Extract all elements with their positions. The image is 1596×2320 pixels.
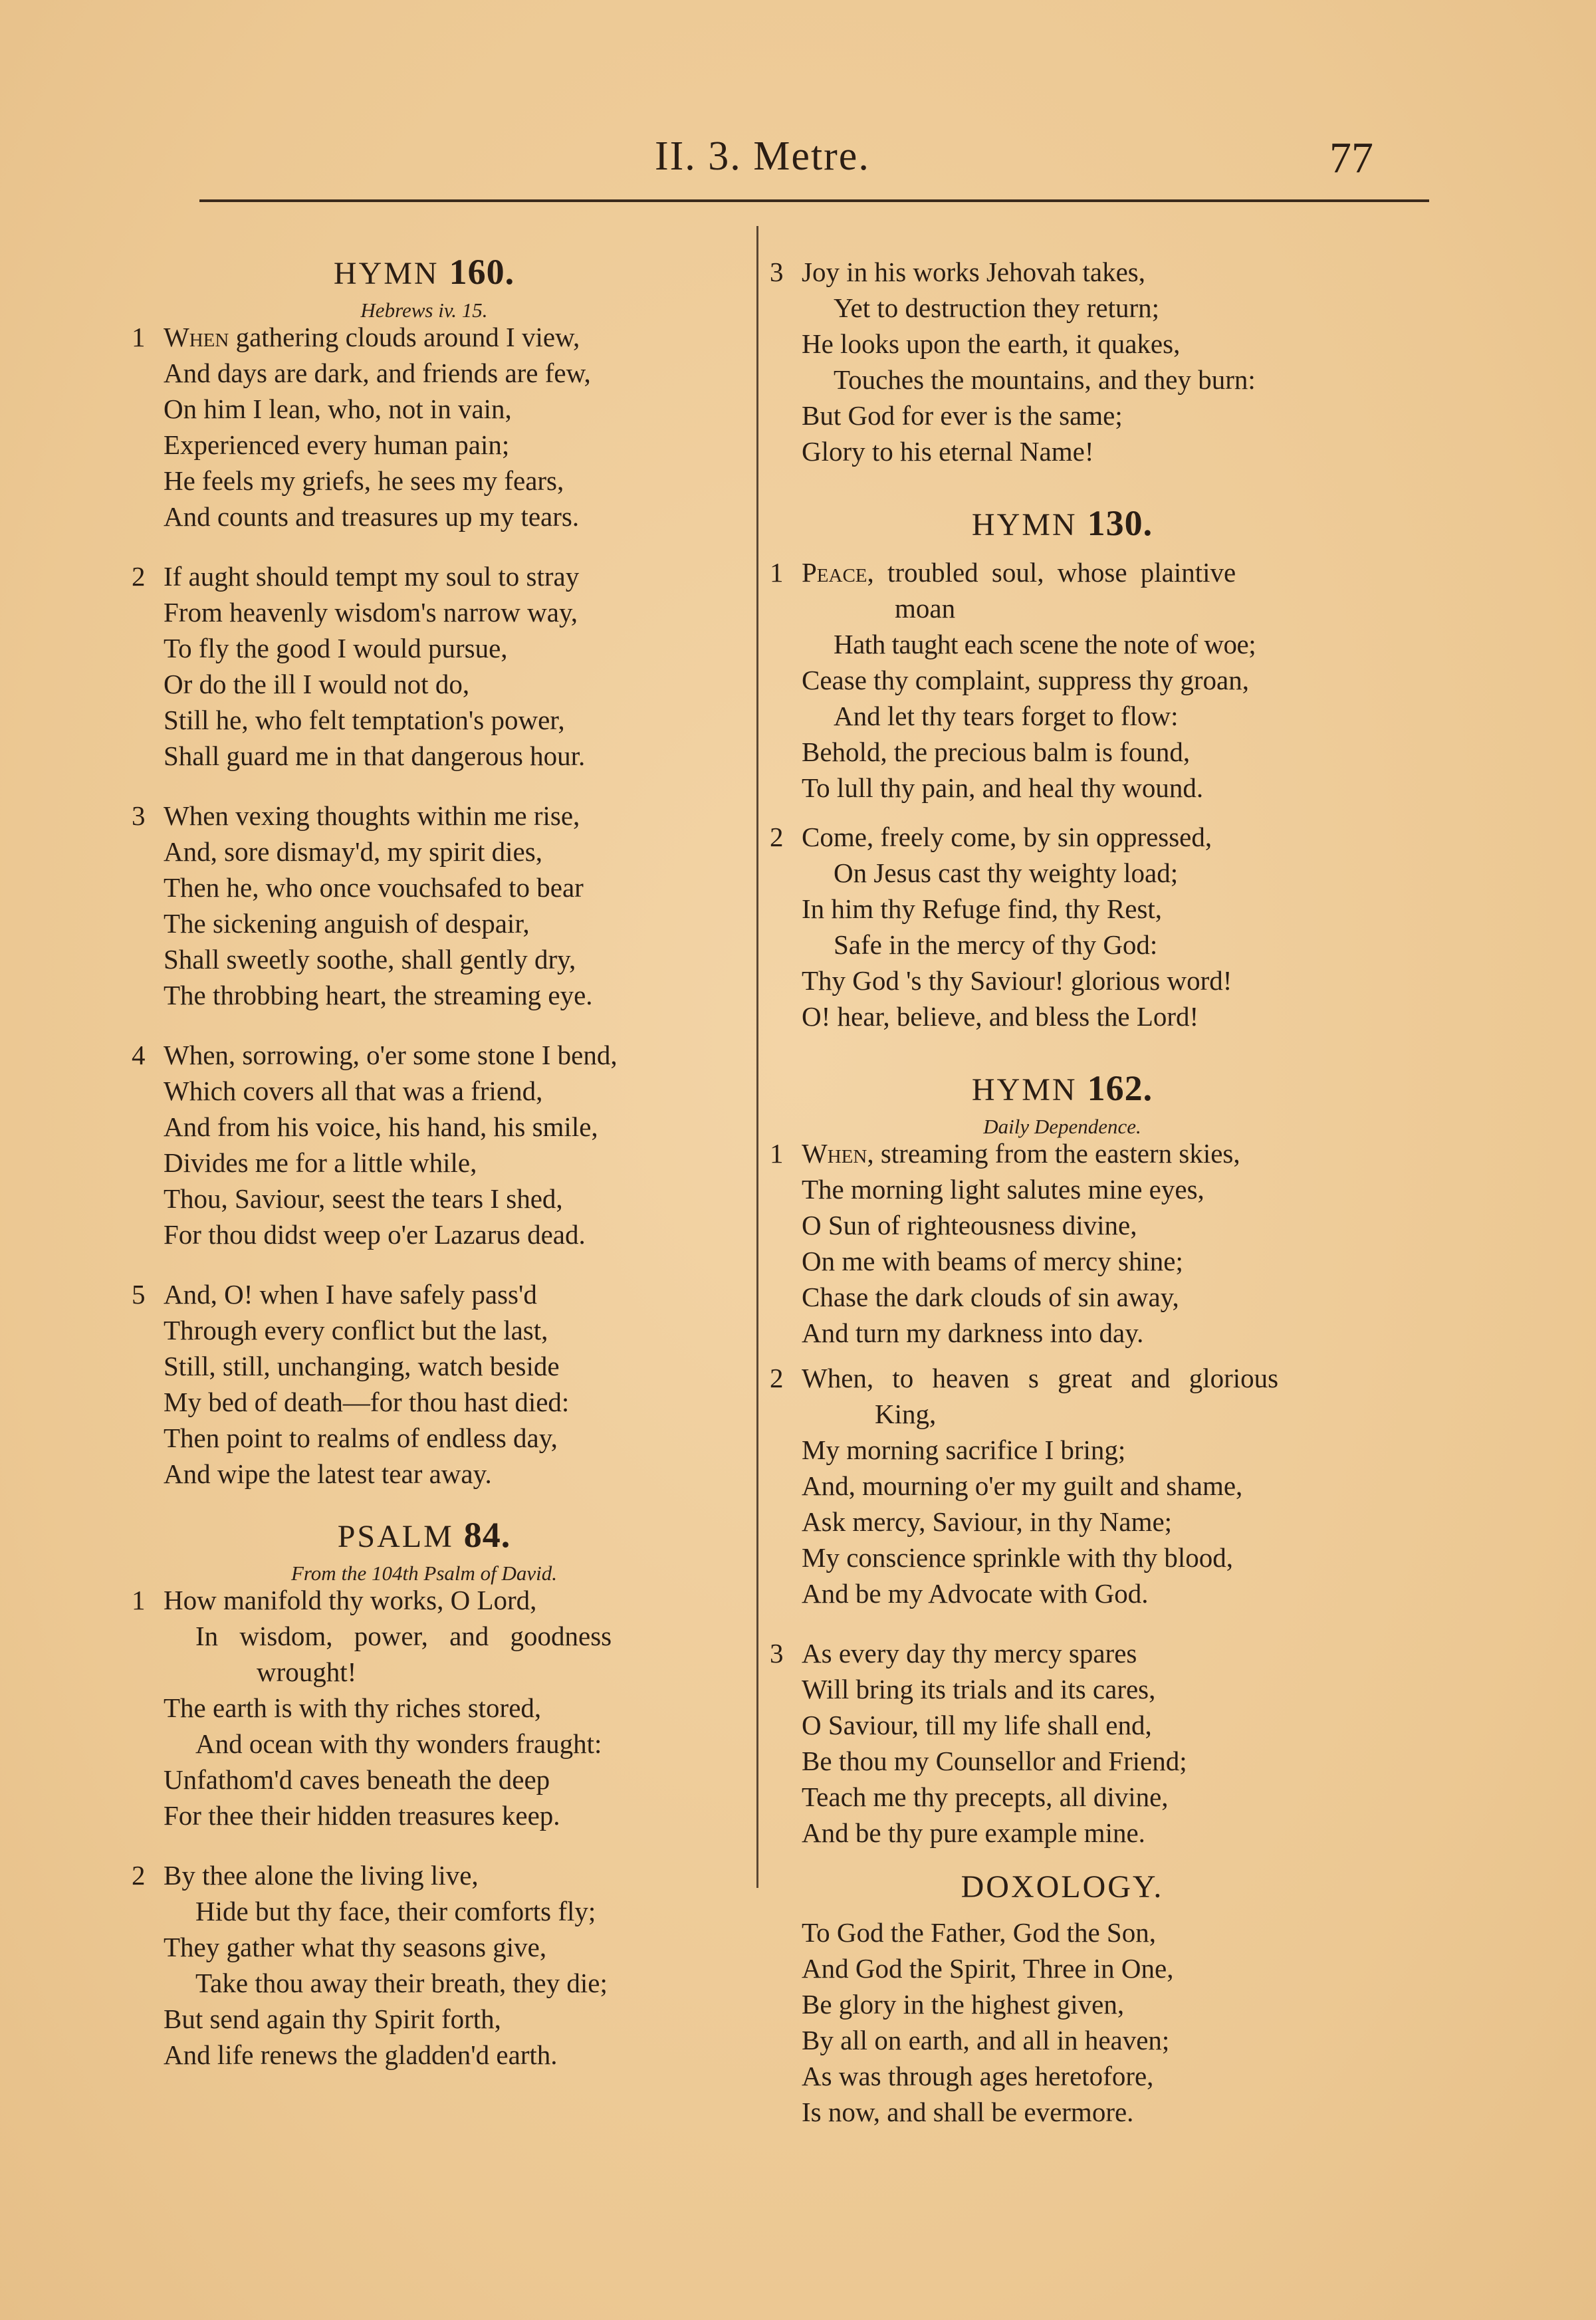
verse-line: My bed of death—for thou hast died: [164,1387,570,1417]
verse-line: To God the Father, God the Son, [802,1917,1156,1948]
stanza-number: 1 [132,1585,146,1615]
verse-line: Cease thy complaint, suppress thy groan, [802,665,1249,695]
verse-line: From heavenly wisdom's narrow way, [164,597,578,628]
verse-line: And, O! when I have safely pass'd [164,1279,537,1310]
hymn-label: HYMN [333,256,439,291]
verse-line: Still he, who felt temptation's power, [164,705,565,735]
hymn-number: 130. [1087,503,1153,543]
stanza [132,798,717,1013]
verse-line: O Saviour, till my life shall end, [802,1710,1152,1740]
verse-line: He feels my griefs, he sees my fears, [164,465,564,496]
verse-line: Behold, the precious balm is found, [802,737,1191,767]
hymn-label: HYMN [971,507,1078,542]
verse-line: Thou, Saviour, seest the tears I shed, [164,1183,563,1214]
initial-word: Peace [802,557,867,588]
verse-line: Is now, and shall be evermore. [802,2097,1134,2127]
verse-line: And from his voice, his hand, his smile, [164,1111,598,1142]
verse-line: Safe in the mercy of thy God: [834,929,1158,960]
header-rule [199,199,1429,202]
hymn-number: 162. [1087,1068,1153,1108]
stanza [770,554,1355,806]
stanza-number: 3 [770,257,784,287]
verse-line: Take thou away their breath, they die; [195,1968,608,1998]
verse-line: And be thy pure example mine. [802,1817,1145,1848]
hymn-160-subtitle: Hebrews iv. 15. [360,298,488,322]
verse-line [802,1135,1355,1171]
verse-line: Then he, who once vouchsafed to bear [164,872,584,903]
verse-line: Which covers all that was a friend, [164,1076,543,1106]
verse-line: And ocean with thy wonders fraught: [195,1728,602,1759]
verse-line: Unfathom'd caves beneath the deep [164,1764,550,1795]
verse-line: My morning sacrifice I bring; [802,1435,1126,1465]
verse-line: In him thy Refuge find, thy Rest, [802,893,1163,924]
verse-line: Ask mercy, Saviour, in thy Name; [802,1506,1173,1537]
stanza [132,1857,717,2073]
verse-line: Through every conflict but the last, [164,1315,548,1345]
stanza-number: 2 [770,822,784,852]
verse-line-rest: , streaming from the eastern skies, [867,1138,1240,1169]
verse-line: As was through ages heretofore, [802,2061,1154,2091]
verse-line: Hath taught each scene the note of woe; [834,629,1256,659]
verse-line: To fly the good I would pursue, [164,633,508,663]
psalm-label: PSALM [337,1519,454,1554]
stanza-number: 4 [132,1040,146,1070]
verse-line: The earth is with thy riches stored, [164,1692,542,1723]
verse-line: He looks upon the earth, it quakes, [802,328,1181,359]
verse-line: And turn my darkness into day. [802,1318,1144,1348]
verse-line: Will bring its trials and its cares, [802,1674,1156,1704]
stanza-number: 2 [770,1363,784,1393]
verse-line: Hide but thy face, their comforts fly; [195,1896,596,1926]
stanza [132,1037,717,1252]
stanza [132,319,717,534]
verse-line: For thou didst weep o'er Lazarus dead. [164,1219,586,1250]
stanza [770,1135,1355,1351]
doxology [770,1914,1355,2130]
hymn-number: 160. [449,252,515,292]
verse-line [802,554,1355,590]
verse-line: How manifold thy works, O Lord, [164,1585,537,1615]
verse-line: And, mourning o'er my guilt and shame, [802,1470,1243,1501]
page-header [0,113,1596,199]
stanza-number: 2 [132,1860,146,1891]
right-column [770,254,1355,2130]
verse-line: Experienced every human pain; [164,429,510,460]
initial-word: When [164,322,229,352]
verse-line: By thee alone the living live, [164,1860,479,1891]
stanza-number: 1 [770,557,784,588]
verse-line: But God for ever is the same; [802,400,1123,431]
verse-line: And, sore dismay'd, my spirit dies, [164,836,542,867]
hymn-162-heading [770,1070,1355,1109]
verse-line: For thee their hidden treasures keep. [164,1800,560,1831]
verse-line: King, [875,1399,937,1429]
verse-line: And let thy tears forget to flow: [834,701,1179,731]
verse-line: moan [895,593,956,624]
verse-line: Yet to destruction they return; [834,292,1160,323]
page-number: 77 [1329,134,1373,182]
stanza-number: 3 [132,800,146,831]
verse-line: The morning light salutes mine eyes, [802,1174,1204,1205]
verse-line: Shall sweetly soothe, shall gently dry, [164,944,576,975]
psalm-number: 84. [463,1515,511,1555]
stanza-number: 1 [132,322,146,352]
stanza [132,1582,717,1833]
verse-line: And counts and treasures up my tears. [164,501,580,532]
verse-line: By all on earth, and all in heaven; [802,2025,1170,2055]
verse-line: Touches the mountains, and they burn: [834,364,1256,395]
verse-line: Shall guard me in that dangerous hour. [164,741,586,771]
stanza [132,1276,717,1492]
verse-line-rest: , troubled soul, whose plaintive [867,557,1236,588]
stanza-number: 1 [770,1138,784,1169]
stanza [770,254,1355,469]
verse-line: Joy in his works Jehovah takes, [802,257,1146,287]
hymn-162-subtitle: Daily Dependence. [983,1115,1141,1138]
verse-line: On me with beams of mercy shine; [802,1246,1183,1276]
verse-line: When vexing thoughts within me rise, [164,800,580,831]
verse-line: Then point to realms of endless day, [164,1423,558,1453]
stanza [770,819,1355,1034]
verse-line: And God the Spirit, Three in One, [802,1953,1174,1984]
stanza [770,1360,1355,1611]
verse-line: If aught should tempt my soul to stray [164,561,580,592]
verse-line: Come, freely come, by sin oppressed, [802,822,1212,852]
psalm-84-subtitle: From the 104th Psalm of David. [290,1562,558,1585]
verse-line: To lull thy pain, and heal thy wound. [802,772,1204,803]
verse-line: As every day thy mercy spares [802,1638,1137,1669]
verse-line: When, to heaven s great and glorious [802,1363,1279,1393]
stanza [770,1635,1355,1851]
hymn-160-heading [132,254,717,292]
verse-line: Chase the dark clouds of sin away, [802,1282,1179,1312]
stanza-number: 3 [770,1638,784,1669]
verse-line: The sickening anguish of despair, [164,908,530,939]
verse-line: wrought! [257,1657,357,1687]
column-divider [756,226,758,1888]
stanza-number: 5 [132,1279,146,1310]
verse-line: My conscience sprinkle with thy blood, [802,1542,1234,1573]
hymn-label: HYMN [971,1072,1078,1107]
verse-line: Thy God 's thy Saviour! glorious word! [802,965,1232,996]
verse-line: When, sorrowing, o'er some stone I bend, [164,1040,618,1070]
verse-line: Still, still, unchanging, watch beside [164,1351,560,1381]
verse-line-rest: gathering clouds around I view, [229,322,580,352]
verse-line: O Sun of righteousness divine, [802,1210,1137,1240]
verse-line: And days are dark, and friends are few, [164,358,591,388]
running-title: II. 3. Metre. [655,134,870,179]
verse-line: Teach me thy precepts, all divine, [802,1782,1169,1812]
verse-line: And life renews the gladden'd earth. [164,2039,558,2070]
stanza [132,558,717,774]
verse-line [164,319,717,355]
psalm-84-heading [132,1517,717,1556]
verse-line: The throbbing heart, the streaming eye. [164,980,593,1010]
stanza-number: 2 [132,561,146,592]
verse-line: And wipe the latest tear away. [164,1458,492,1489]
left-column [132,254,717,2073]
verse-line: In wisdom, power, and goodness [195,1621,612,1651]
verse-line: Be glory in the highest given, [802,1989,1125,2020]
doxology-heading: DOXOLOGY. [961,1869,1164,1905]
verse-line: On him I lean, who, not in vain, [164,394,512,424]
verse-line: Divides me for a little while, [164,1147,477,1178]
verse-line: They gather what thy seasons give, [164,1932,547,1962]
initial-word: When [802,1138,867,1169]
verse-line: And be my Advocate with God. [802,1578,1149,1609]
verse-line: Or do the ill I would not do, [164,669,470,699]
verse-line: On Jesus cast thy weighty load; [834,858,1179,888]
verse-line: O! hear, believe, and bless the Lord! [802,1001,1199,1032]
verse-line: Be thou my Counsellor and Friend; [802,1746,1187,1776]
verse-line: Glory to his eternal Name! [802,436,1094,467]
verse-line: But send again thy Spirit forth, [164,2004,501,2034]
hymn-130-heading [770,505,1355,544]
